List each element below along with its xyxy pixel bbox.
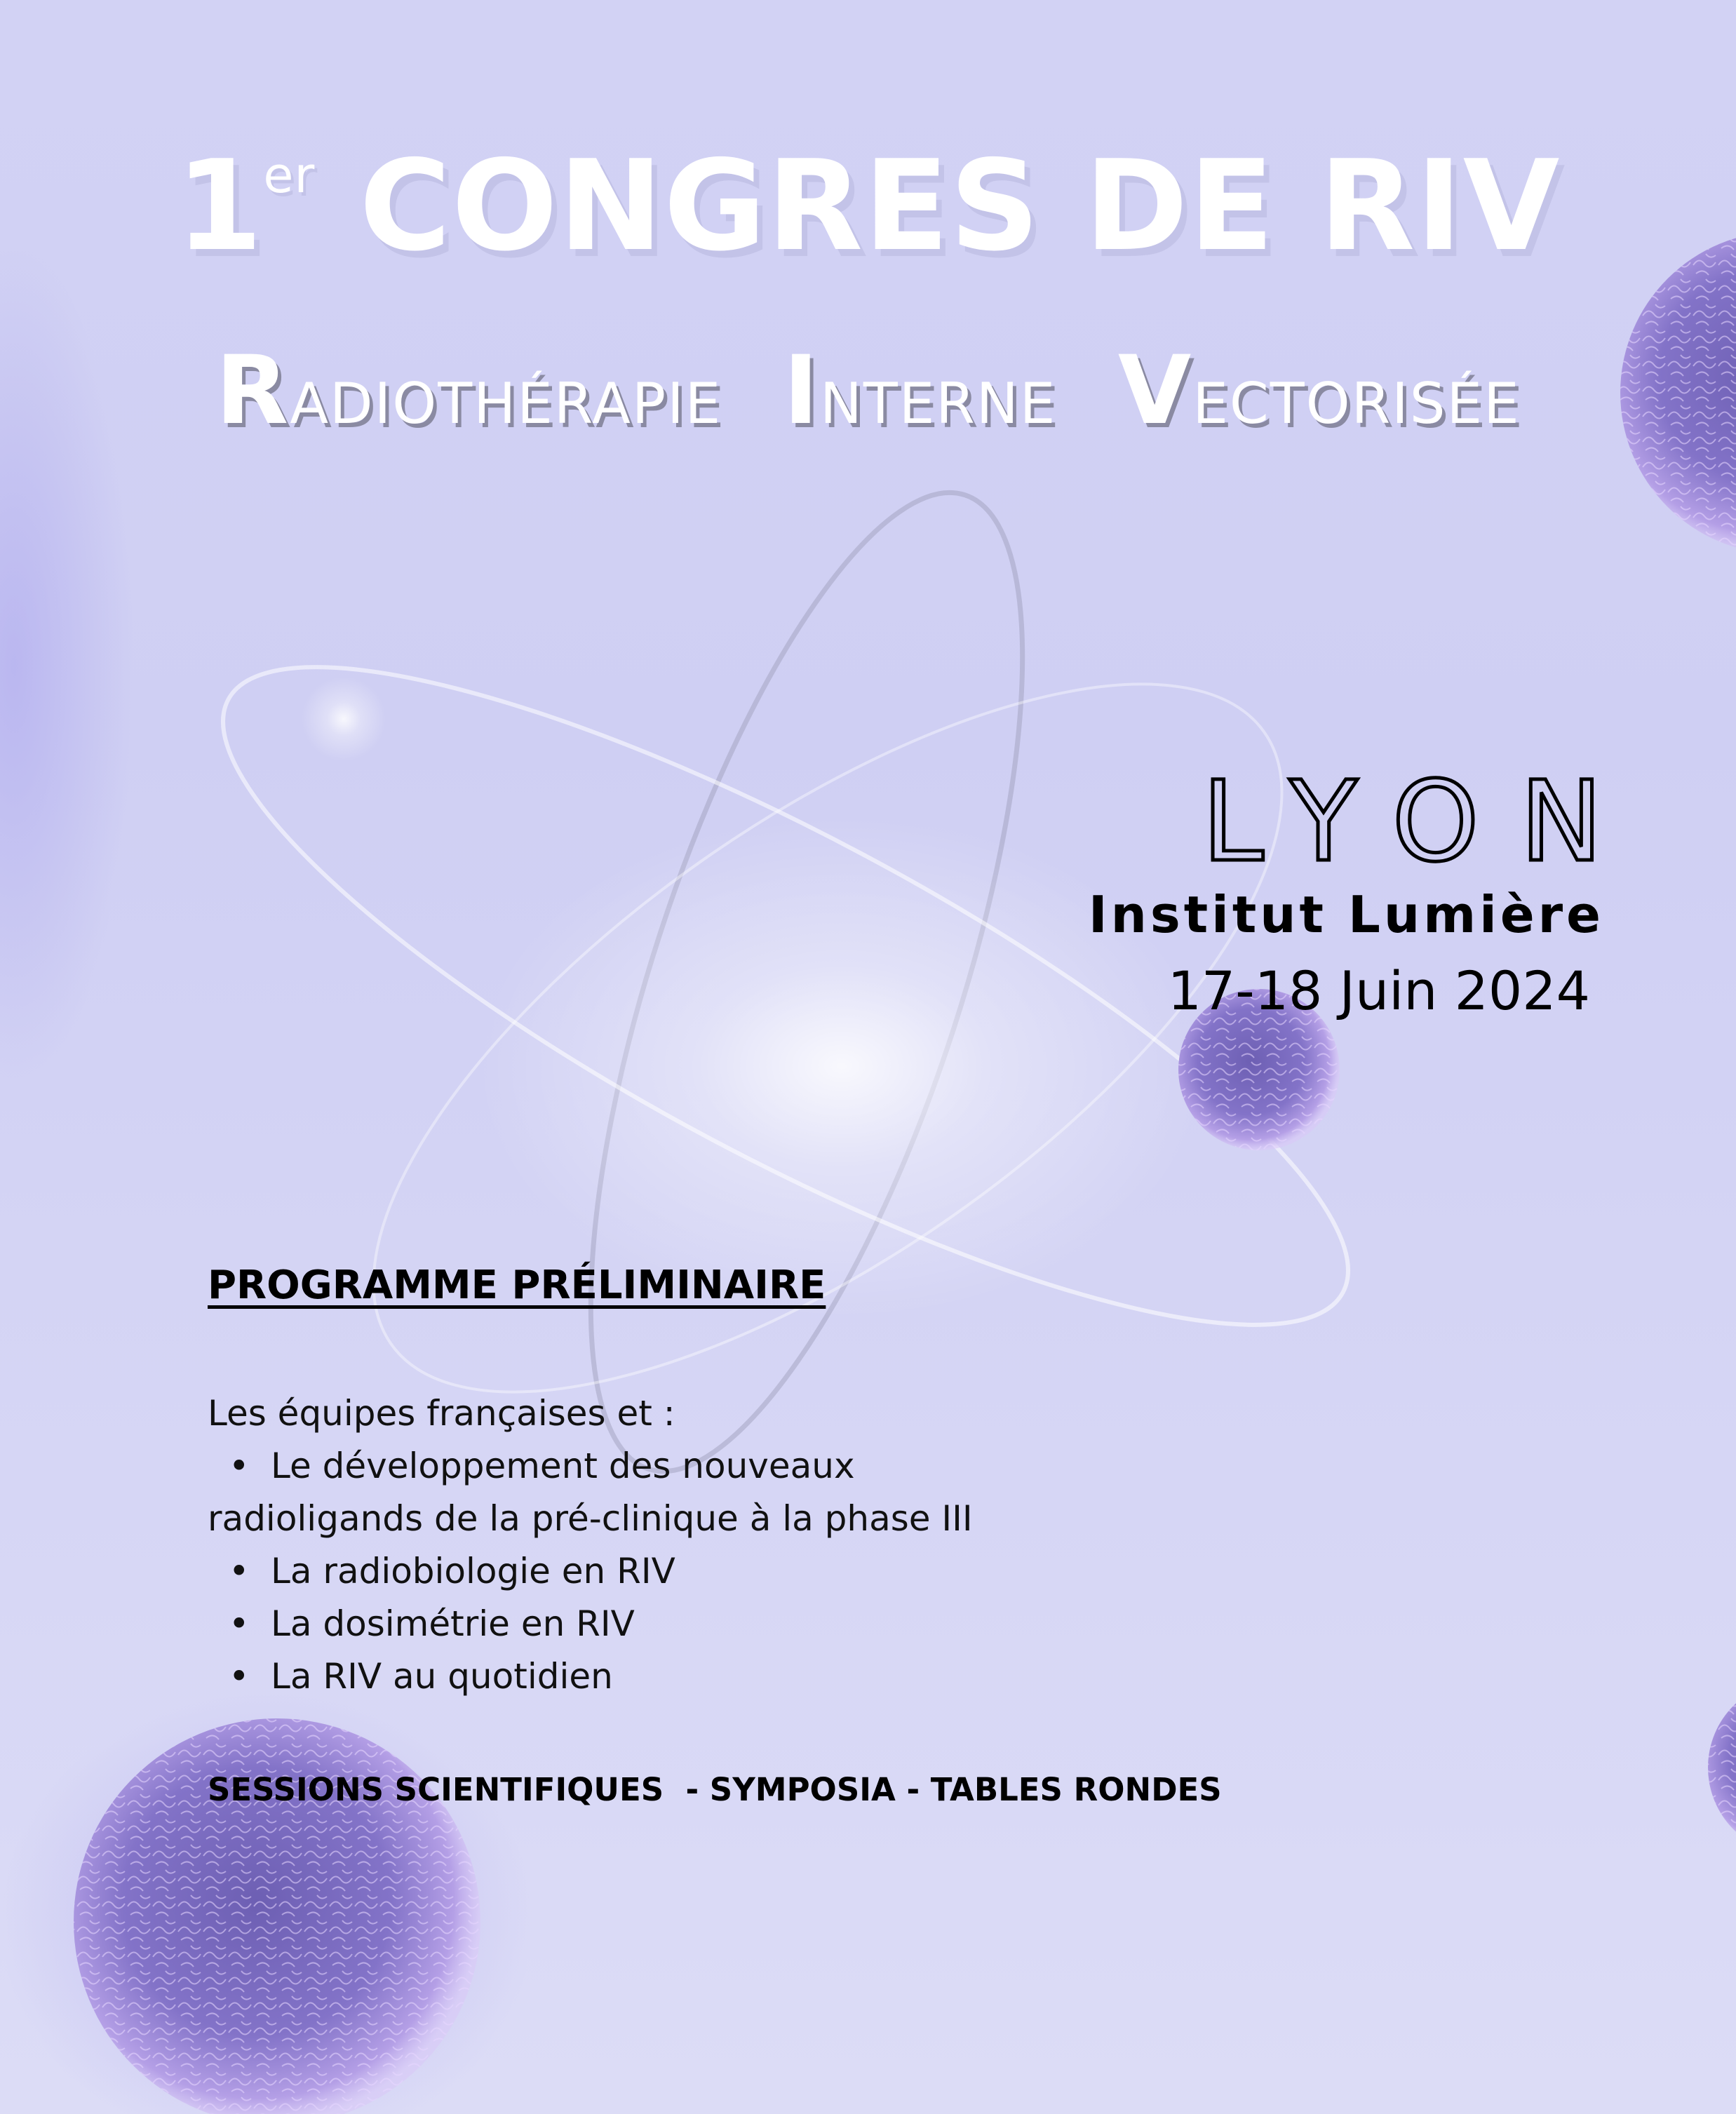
cell-bottom-right [1708,1680,1736,1855]
title-ordinal [175,133,316,278]
congress-title [0,133,1736,278]
venue-name: Institut Lumière [1088,885,1604,944]
list-item-text: La radiobiologie en RIV [271,1551,675,1591]
subtitle-word-vectorisee [1118,335,1521,445]
city-name: LYON [1202,758,1643,887]
bullet-icon: • [229,1603,250,1644]
subtitle-initial: R [215,335,290,445]
bullet-icon: • [229,1551,250,1591]
programme-list [208,1387,1260,1703]
subtitle-word-rest: ADIOTHÉRAPIE [290,371,722,436]
subtitle-word-rest: ECTORISÉE [1192,371,1521,436]
title-ordinal-number: 1 [175,133,264,278]
subtitle-word-interne [783,335,1056,445]
bullet-icon: • [229,1446,250,1486]
subtitle-word-radiotherapie [215,335,722,445]
list-item-text: La dosimétrie en RIV [271,1603,635,1644]
list-item [208,1440,1260,1493]
subtitle-initial: I [783,335,821,445]
list-item [208,1650,1260,1703]
list-item [208,1598,1260,1650]
programme-heading: PROGRAMME PRÉLIMINAIRE [208,1263,826,1308]
subtitle-initial: V [1117,335,1193,445]
list-item-text: La RIV au quotidien [271,1656,613,1697]
bullet-icon: • [229,1656,250,1697]
list-item-text: Le développement des nouveaux [271,1446,855,1486]
list-item [208,1545,1260,1598]
event-dates: 17-18 Juin 2024 [1167,960,1590,1022]
glow-spot [302,677,386,761]
congress-subtitle [0,335,1736,445]
title-ordinal-suffix: er [263,147,316,204]
list-item-continuation: radioligands de la pré-clinique à la phase III [208,1498,973,1539]
title-main: CONGRES DE RIV [359,133,1561,278]
programme-intro: Les équipes françaises et : [208,1393,675,1434]
subtitle-word-rest: NTERNE [820,371,1057,436]
session-types: SESSIONS SCIENTIFIQUES - SYMPOSIA - TABLES RONDES [208,1771,1222,1808]
